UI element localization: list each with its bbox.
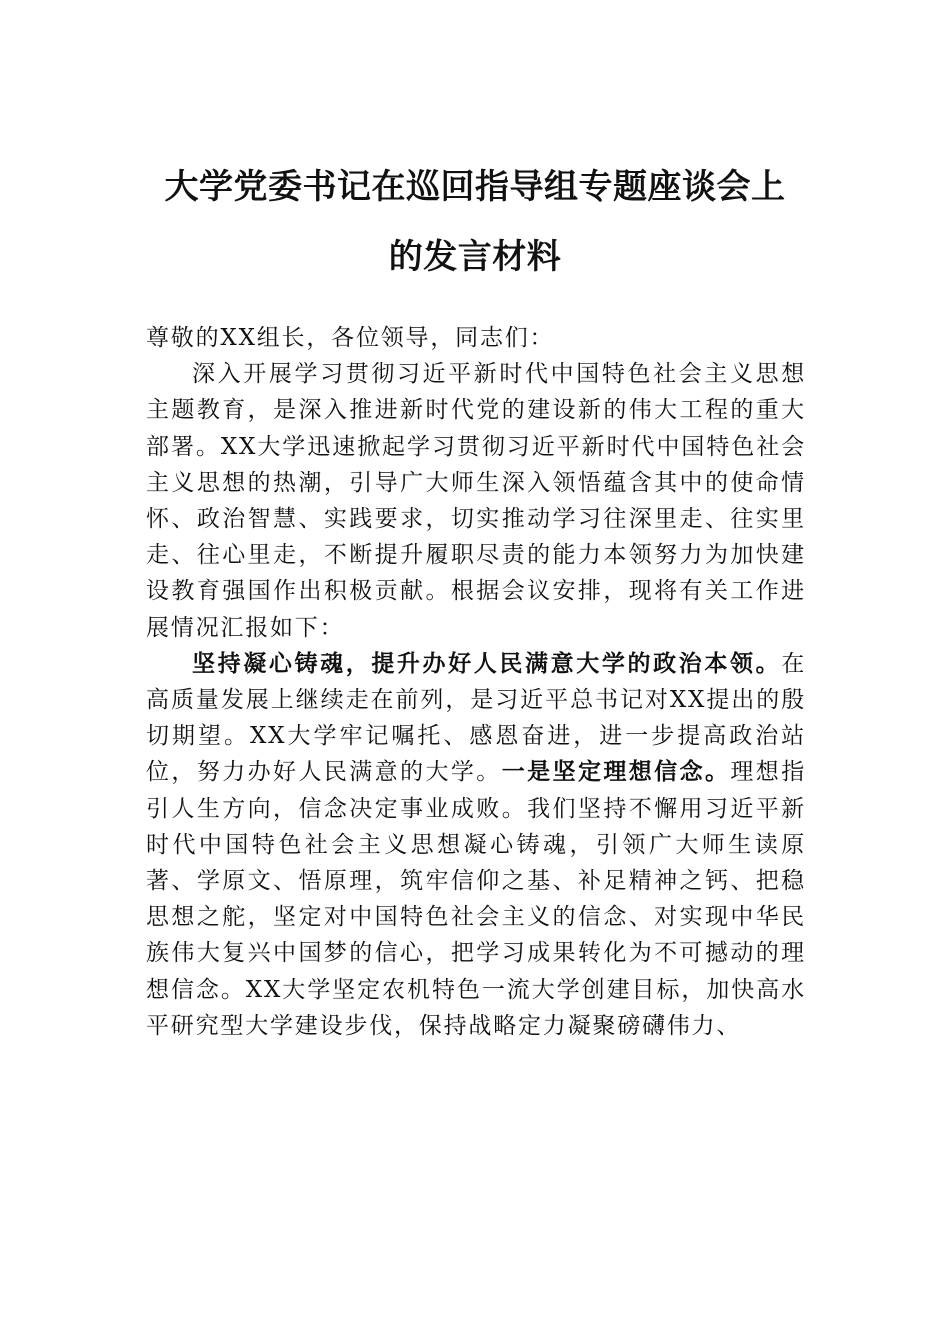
document-body <box>146 320 806 1044</box>
title-line-2: 的发言材料 <box>388 237 562 277</box>
salutation: 尊敬的XX组长，各位领导，同志们： <box>146 325 555 351</box>
title-line-1: 大学党委书记在巡回指导组专题座谈会上 <box>164 167 786 207</box>
document-title <box>140 152 810 292</box>
section-text-b: 理想指引人生方向，信念决定事业成败。我们坚持不懈用习近平新时代中国特色社会主义思想凝心铸魂，引领广大师生读原著、学原文、悟原理，筑牢信仰之基、补足精神之钙、把稳思想之舵，坚定对中国特色社会主义的信念、对实现中华民族伟大复兴中国梦的信心，把学习成果转化为不可撼动的理想信念。XX大学坚定农机特色一流大学创建目标，加快高水平研究型大学建设步伐，保持战略定力凝聚磅礴伟力、 <box>146 759 807 1039</box>
section-paragraph <box>146 646 806 1044</box>
section-text-a: 在高质量发展上继续走在前列，是习近平总书记对XX提出的殷切期望。XX大学牢记嘱托、感恩奋进，进一步提高政治站位，努力办好人民满意的大学。 <box>146 650 806 786</box>
sub-heading: 一是坚定理想信念。 <box>501 758 731 786</box>
section-heading: 坚持凝心铸魂，提升办好人民满意大学的政治本领。 <box>192 649 782 677</box>
intro-paragraph: 深入开展学习贯彻习近平新时代中国特色社会主义思想主题教育，是深入推进新时代党的建设新的伟大工程的重大部署。XX大学迅速掀起学习贯彻习近平新时代中国特色社会主义思想的热潮，引导广大师生深入领悟蕴含其中的使命情怀、政治智慧、实践要求，切实推动学习往深里走、往实里走、往心里走，不断提升履职尽责的能力本领努力为加快建设教育强国作出积极贡献。根据会议安排，现将有关工作进展情况汇报如下： <box>146 361 806 641</box>
